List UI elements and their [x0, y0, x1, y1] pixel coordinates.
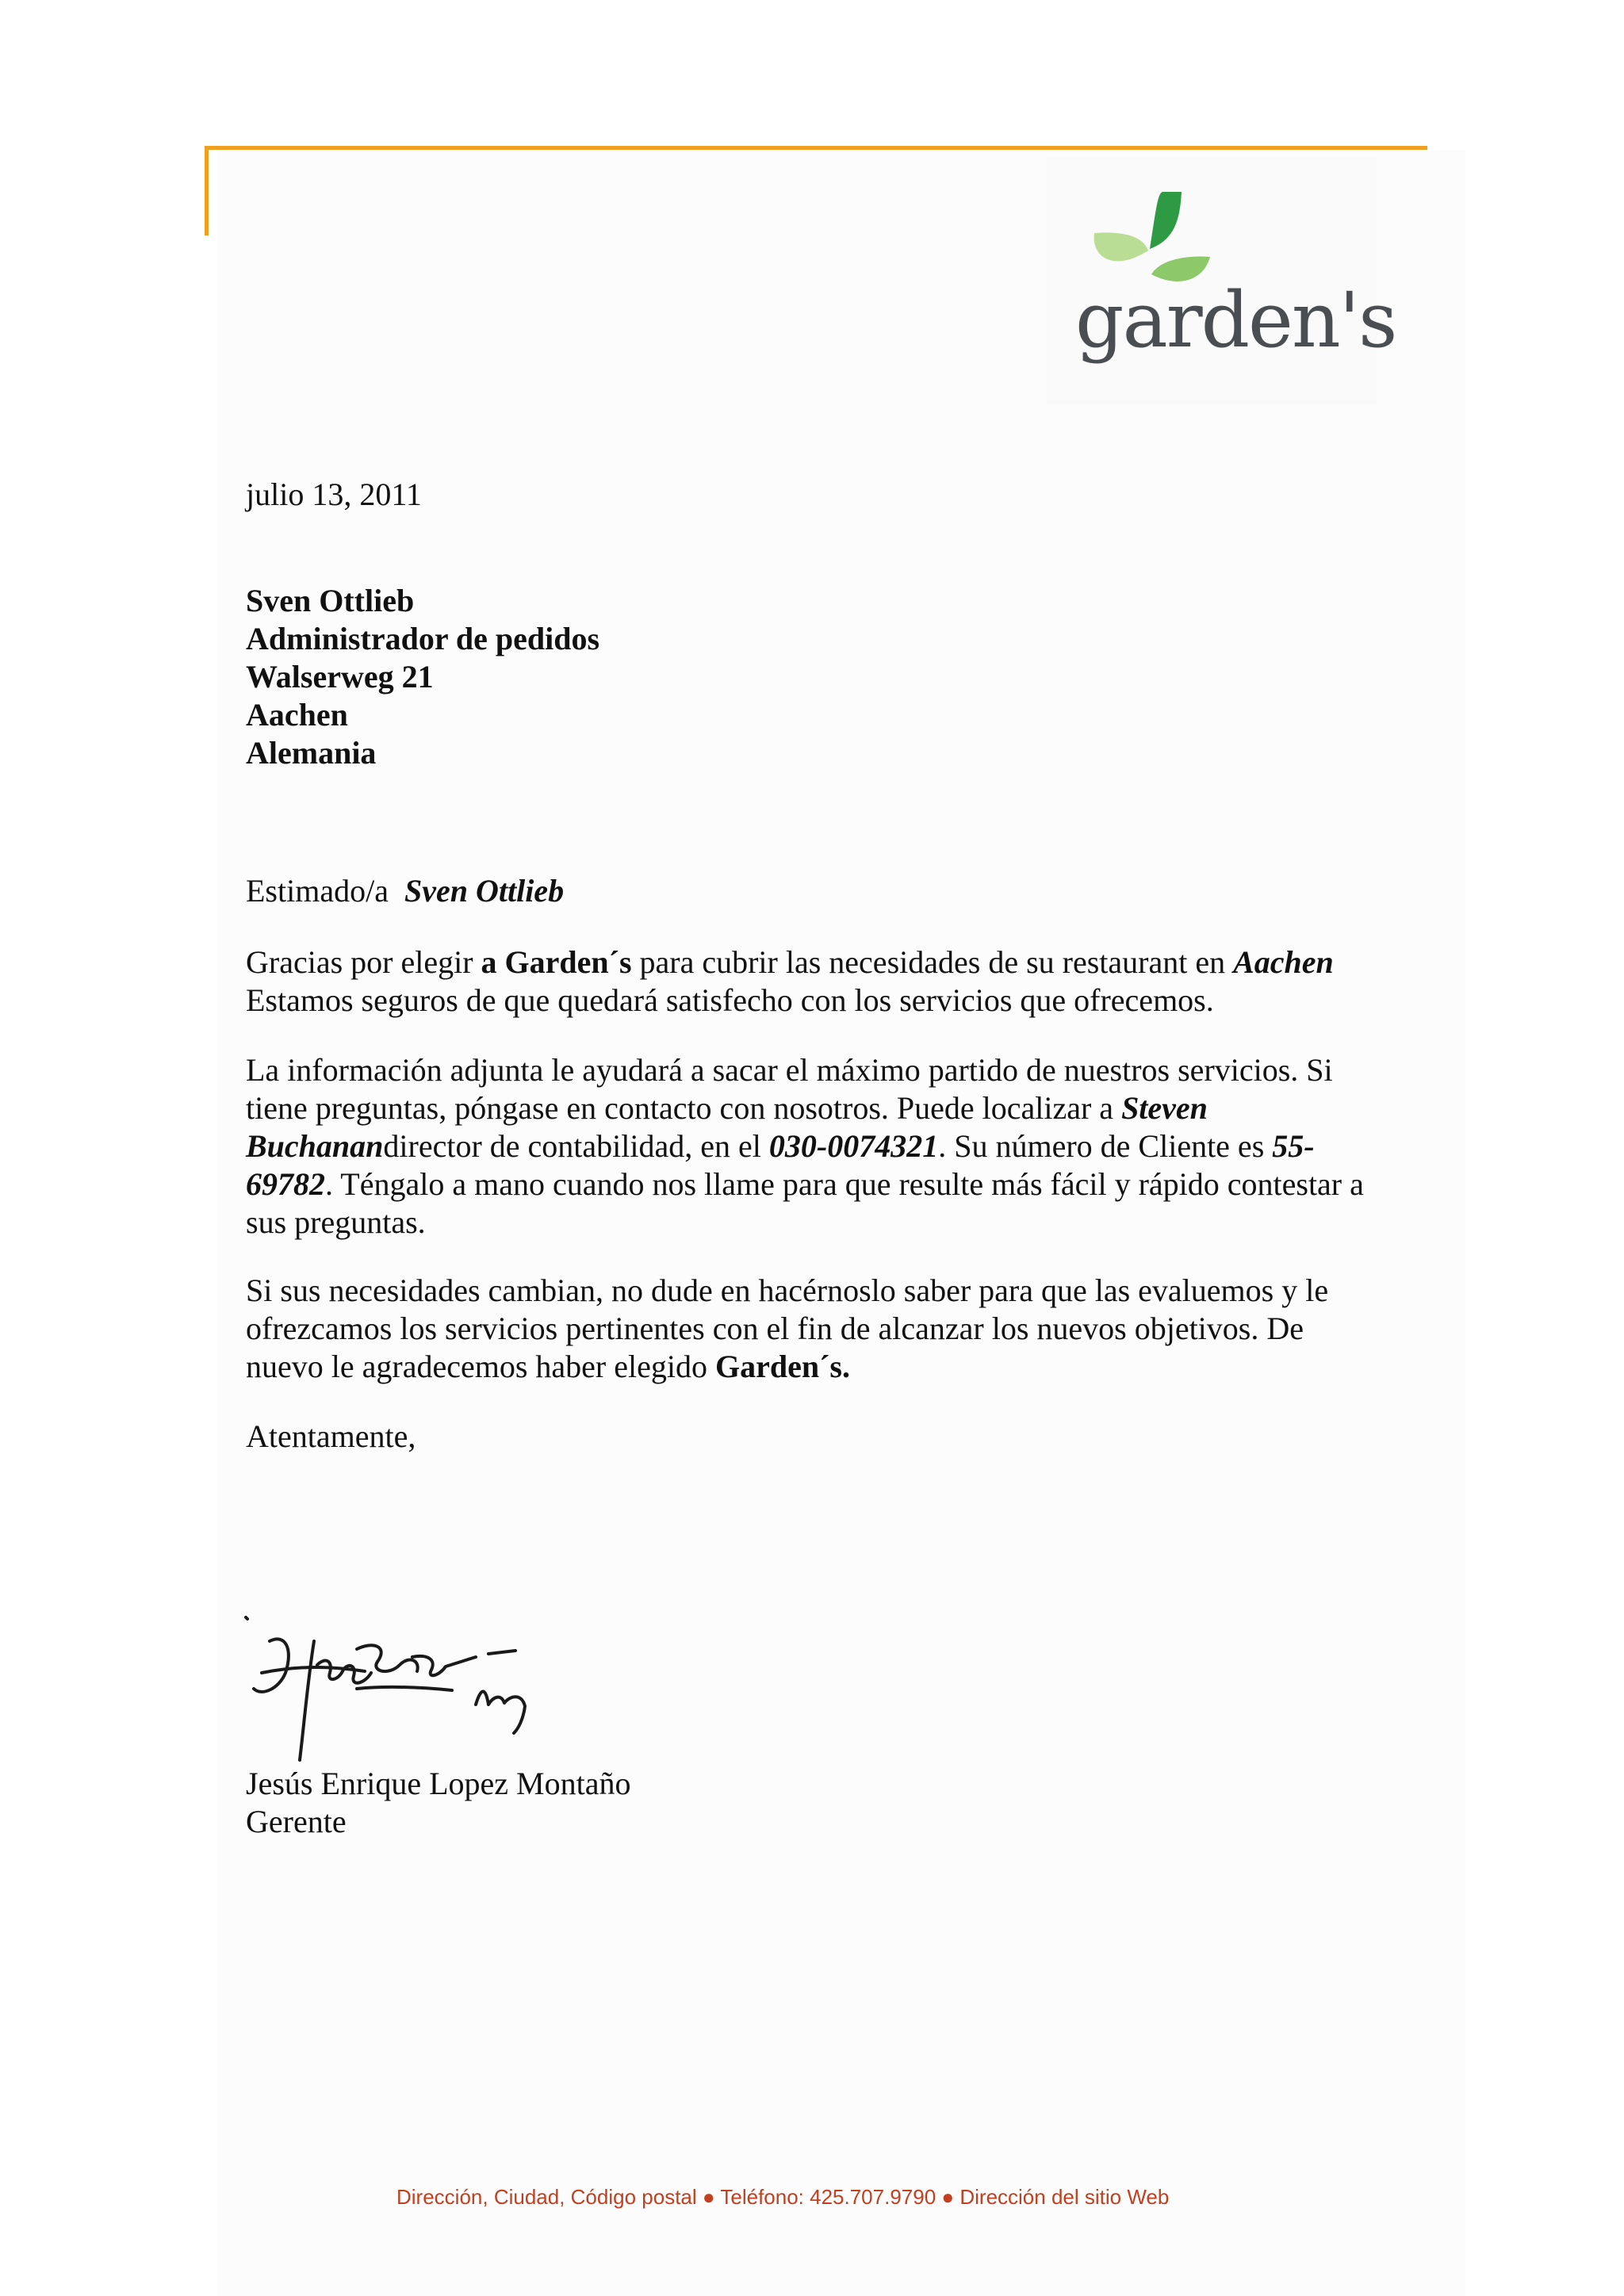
signer-name: Jesús Enrique Lopez Montaño — [246, 1766, 631, 1801]
p3-text-1: Si sus necesidades cambian, no dude en hacérnoslo saber para que las evaluemos y le ofrezcamos los servicios pertinentes con el fin de alcanzar los nuevos objetivos. De nuevo le agradecemos haber elegido — [246, 1272, 1329, 1384]
footer-address: Dirección, Ciudad, Código postal — [396, 2185, 697, 2209]
footer-phone: Teléfono: 425.707.9790 — [720, 2185, 936, 2209]
greeting-name: Sven Ottlieb — [404, 873, 565, 909]
p2-text-1: La información adjunta le ayudará a sacar el máximo partido de nuestros servicios. Si tiene preguntas, póngase en contacto con nosotros. Puede localizar a — [246, 1052, 1333, 1126]
p2-contact-name: Steven Buchanan — [246, 1090, 1208, 1164]
footer-contact-line — [396, 2185, 1269, 2210]
recipient-street: Walserweg 21 — [246, 659, 434, 695]
handwritten-signature — [238, 1609, 571, 1768]
paragraph-thanks — [246, 943, 1388, 1020]
p1-text-1: Gracias por elegir — [246, 944, 481, 980]
logo-wordmark: garden's — [1075, 276, 1396, 365]
recipient-name: Sven Ottlieb — [246, 583, 415, 618]
greeting-prefix: Estimado/a — [246, 873, 389, 909]
company-logo — [1047, 157, 1396, 404]
p2-phone: 030-0074321 — [768, 1128, 939, 1164]
p1-text-3: Estamos seguros de que quedará satisfecho con los servicios que ofrecemos. — [246, 982, 1214, 1018]
letterhead-rule-top — [205, 146, 1427, 150]
leaf-pale-icon — [1094, 232, 1148, 261]
letterhead-rule-left — [205, 146, 209, 235]
footer-bullet-icon: ● — [702, 2185, 715, 2209]
paragraph-info — [246, 1051, 1388, 1242]
greeting-line — [246, 872, 564, 910]
recipient-title: Administrador de pedidos — [246, 621, 600, 656]
p1-company: a Garden´s — [481, 944, 632, 980]
p2-customer-number: 55-69782 — [246, 1128, 1315, 1202]
p1-city: Aachen — [1233, 944, 1334, 980]
footer-bullet-icon: ● — [941, 2185, 955, 2209]
p3-company: Garden´s. — [714, 1349, 850, 1384]
signer-role: Gerente — [246, 1804, 347, 1839]
signer-block — [246, 1765, 630, 1841]
paragraph-closing — [246, 1272, 1388, 1386]
letter-date: julio 13, 2011 — [246, 476, 422, 512]
recipient-country: Alemania — [246, 735, 377, 771]
p2-text-4: . Téngalo a mano cuando nos llame para que resulte más fácil y rápido contestar a sus preguntas. — [246, 1166, 1364, 1240]
p1-text-2: para cubrir las necesidades de su restaurant en — [631, 944, 1234, 980]
recipient-address-block — [246, 582, 599, 772]
leaf-dark-icon — [1150, 192, 1182, 249]
recipient-city: Aachen — [246, 697, 348, 733]
footer-website: Dirección del sitio Web — [959, 2185, 1170, 2209]
p2-text-2: director de contabilidad, en el — [383, 1128, 769, 1164]
p2-text-3: . Su número de Cliente es — [938, 1128, 1273, 1164]
closing-line: Atentamente, — [246, 1418, 416, 1454]
